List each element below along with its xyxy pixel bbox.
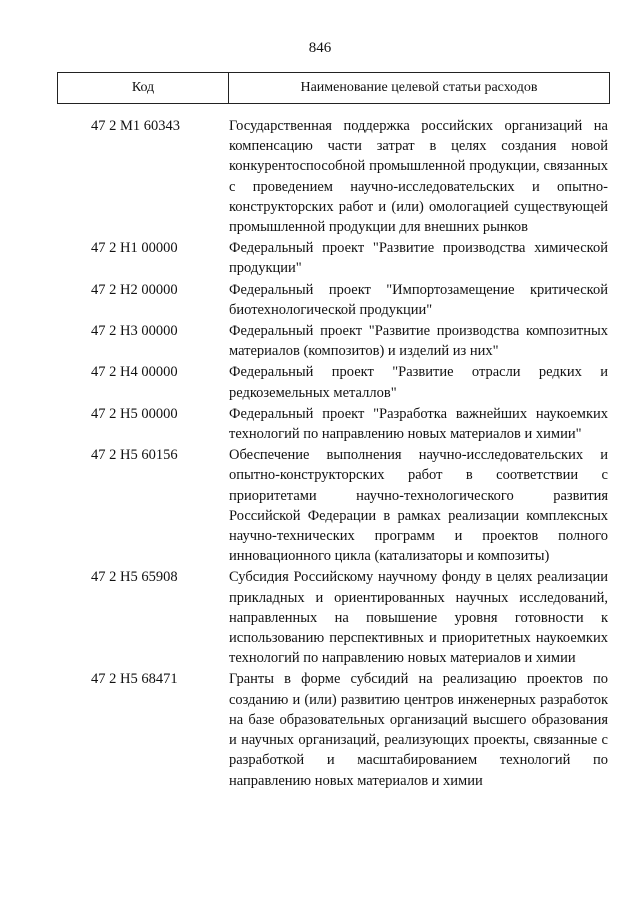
row-name: Государственная поддержка российских организаций на компенсацию части затрат в целях создания новой конкурентоспособной промышленной продукции, связанных с проведением научно-исследовательских и опытно-конструкторских работ и (или) омологацией существующей промышленной продукции для внешних рынков <box>229 118 608 236</box>
table-body <box>57 116 608 791</box>
page-number: 846 <box>308 40 332 56</box>
row-code: 47 2 H5 00000 <box>91 405 178 422</box>
table-header <box>57 72 610 104</box>
table-row <box>57 669 608 790</box>
row-code: 47 2 H2 00000 <box>91 281 178 298</box>
table-row <box>57 280 608 320</box>
row-code: 47 2 H5 60156 <box>91 447 178 464</box>
table-row <box>57 362 608 402</box>
header-code: Код <box>58 73 229 103</box>
table-row <box>57 404 608 444</box>
table-row <box>57 567 608 668</box>
row-name: Федеральный проект "Импортозамещение критической биотехнологической продукции" <box>229 281 608 318</box>
row-name: Гранты в форме субсидий на реализацию проектов по созданию и (или) развитию центров инженерных разработок на базе образовательных организаций высшего образования и научных организаций, реализующих проекты, связанные с разработкой и масштабированием технологий по направлению новых материалов и химии <box>229 671 608 789</box>
row-code: 47 2 M1 60343 <box>91 118 181 134</box>
table-row <box>57 116 608 237</box>
row-code: 47 2 H4 00000 <box>91 364 178 381</box>
table-row <box>57 445 608 566</box>
row-name: Федеральный проект "Развитие отрасли редких и редкоземельных металлов" <box>229 364 608 401</box>
header-name: Наименование целевой статьи расходов <box>300 80 538 95</box>
row-code: 47 2 H5 65908 <box>91 569 178 586</box>
row-code: 47 2 H3 00000 <box>91 323 178 340</box>
row-name: Федеральный проект "Развитие производства композитных материалов (композитов) и изделий из них" <box>229 323 608 360</box>
row-code: 47 2 H1 00000 <box>91 240 178 257</box>
table-row <box>57 238 608 278</box>
row-name: Федеральный проект "Развитие производства химической продукции" <box>229 240 608 277</box>
row-code: 47 2 H5 68471 <box>91 671 178 688</box>
row-name: Обеспечение выполнения научно-исследовательских и опытно-конструкторских работ в соответствии с приоритетами научно-технологического развития Российской Федерации в рамках реализации комплексных научно-технических программ и проектов полного инновационного цикла (катализаторы и композиты) <box>229 447 608 565</box>
row-name: Субсидия Российскому научному фонду в целях реализации прикладных и ориентированных научных исследований, направленных на повышение уровня готовности к использованию перспективных и приоритетных наукоемких технологий по направлению новых материалов и химии <box>229 569 608 667</box>
table-row <box>57 321 608 361</box>
row-name: Федеральный проект "Разработка важнейших наукоемких технологий по направлению новых материалов и химии" <box>229 405 608 443</box>
